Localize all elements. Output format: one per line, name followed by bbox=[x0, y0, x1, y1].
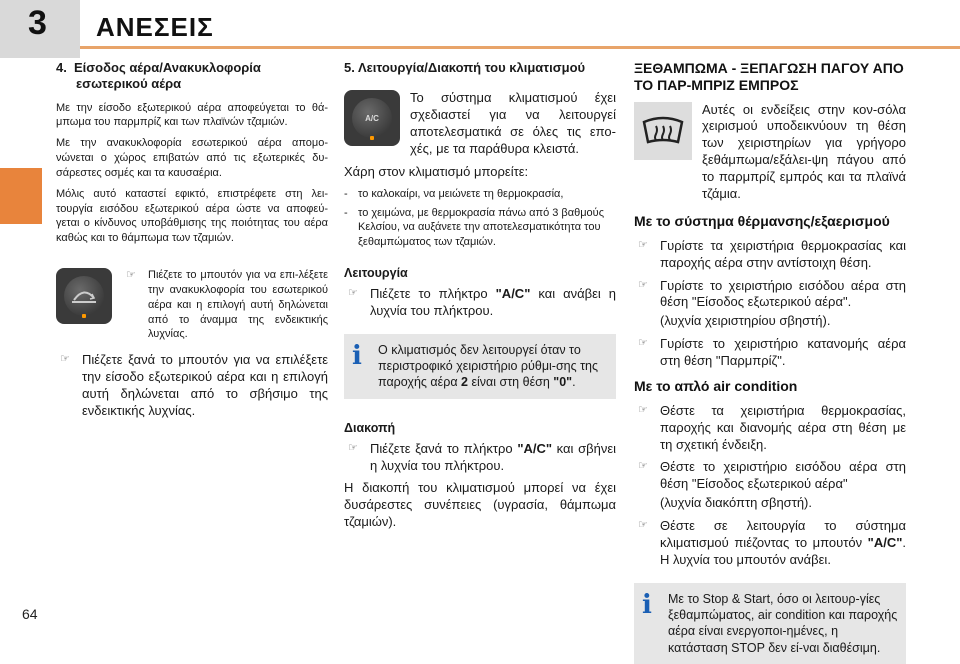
dash-item: - το χειμώνα, με θερμοκρασία πάνω από 3 βαθμούς Κελσίου, να αυξάνετε την αποτελεσματικότητα του ξεθαμπώματος των τζαμιών. bbox=[344, 206, 604, 249]
chapter-tab bbox=[0, 168, 42, 224]
pointing-hand-icon: ☞ bbox=[638, 238, 648, 251]
bullet-item: ☞ Πιέζετε ξανά το μπουτόν για να επιλέξετε την είσοδο εξωτερικού αέρα και η επιλογή αυτή δηλώνεται από το σβήσιμο της ενδεικτικής λυχνίας. bbox=[60, 352, 328, 418]
bullet-item: ☞ Γυρίστε το χειριστήριο κατανομής αέρα στη θέση "Παρμπρίζ". bbox=[638, 336, 906, 369]
chapter-number: 3 bbox=[28, 4, 47, 42]
windscreen-defrost-image bbox=[634, 102, 692, 160]
bullet-item: ☞ Θέστε το χειριστήριο εισόδου αέρα στη θέση "Είσοδος εξωτερικού αέρα" bbox=[638, 459, 906, 492]
paragraph: Αυτές οι ενδείξεις στην κον-σόλα χειρισμού υποδεικνύουν τη θέση των χειριστηρίων για γρήγορο ξεθάμπωμα/εξάλει-ψη πάγου από το παρμπρίζ εμπρός και τα πλαϊνά τζάμια. bbox=[702, 101, 906, 202]
info-icon: i bbox=[642, 589, 652, 620]
ac-button-image bbox=[344, 90, 400, 146]
pointing-hand-icon: ☞ bbox=[638, 519, 648, 532]
info-box: i Με το Stop & Start, όσο οι λειτουρ-γίες ξεθαμπώματος, air condition και παροχής αέρα είναι ενεργοποι-ημένες, η κατάσταση STOP δεν εί-ναι διαθέσιμη. bbox=[634, 583, 906, 664]
pointing-hand-icon: ☞ bbox=[638, 337, 648, 350]
paragraph: Μόλις αυτό καταστεί εφικτό, επιστρέφετε στη λει-τουργία εισόδου εξωτερικού αέρα ώστε να αποφεύ-γεται ο κίνδυνος υποβάθμισης της ποιότητας του αέρα καθώς και το θάμπωμα των τζαμιών. bbox=[56, 187, 328, 245]
section-heading: 4. Είσοδος αέρα/Ανακυκλοφορία εσωτερικού αέρα bbox=[56, 60, 261, 92]
subheading: Με το σύστημα θέρμανσης/εξαερισμού bbox=[634, 212, 890, 229]
paragraph: Η διακοπή του κλιματισμού μπορεί να έχει δυσάρεστες συνέπειες (υγρασία, θάμπωμα τζαμιών). bbox=[344, 480, 616, 530]
subheading: Με το απλό air condition bbox=[634, 377, 798, 394]
info-icon: i bbox=[352, 340, 362, 371]
paragraph: Χάρη στον κλιματισμό μπορείτε: bbox=[344, 163, 529, 179]
section-heading: 5. Λειτουργία/Διακοπή του κλιματισμού bbox=[344, 60, 586, 75]
bullet-item: ☞ Πιέζετε το πλήκτρο "A/C" και ανάβει η λυχνία του πλήκτρου. bbox=[348, 286, 616, 318]
column-demisting bbox=[634, 60, 906, 664]
bullet-item: ☞ Γυρίστε το χειριστήριο εισόδου αέρα στη θέση "Είσοδος εξωτερικού αέρα". bbox=[638, 277, 906, 310]
column-ac bbox=[344, 60, 616, 537]
bullet-item: ☞ Θέστε σε λειτουργία το σύστημα κλιματισμού πιέζοντας το μπουτόν "A/C". Η λυχνία του μπουτόν ανάβει. bbox=[638, 518, 906, 567]
pointing-hand-icon: ☞ bbox=[348, 441, 358, 454]
note: (λυχνία διακόπτη σβηστή). bbox=[660, 495, 813, 511]
recirculation-icon bbox=[56, 268, 112, 324]
note: (λυχνία χειριστηρίου σβηστή). bbox=[660, 313, 831, 329]
page-number: 64 bbox=[22, 606, 38, 622]
header-rule bbox=[80, 46, 960, 49]
pointing-hand-icon: ☞ bbox=[638, 278, 648, 291]
chapter-box bbox=[0, 0, 80, 58]
info-box: i Ο κλιματισμός δεν λειτουργεί όταν το περιστροφικό χειριστήριο ρύθμι-σης της παροχής αέρα 2 είναι στη θέση "0". bbox=[344, 334, 616, 399]
bullet-item: ☞ Θέστε τα χειριστήρια θερμοκρασίας, παροχής και διανομής αέρα στη θέση με τη σχετική ένδειξη. bbox=[638, 402, 906, 452]
page-title: ΑΝΕΣΕΙΣ bbox=[96, 12, 214, 42]
subheading: Διακοπή bbox=[344, 420, 396, 435]
pointing-hand-icon: ☞ bbox=[126, 269, 136, 282]
dash-item: - το καλοκαίρι, να μειώνετε τη θερμοκρασία, bbox=[344, 187, 564, 200]
paragraph: Το σύστημα κλιματισμού έχει σχεδιαστεί για να λειτουργεί αποτελεσματικά σε όλες τις επο-χές, με τα παράθυρα κλειστά. bbox=[410, 90, 616, 156]
recirculation-button-image bbox=[56, 268, 112, 324]
subheading: Λειτουργία bbox=[344, 266, 408, 281]
bullet-item: ☞ Πιέζετε το μπουτόν για να επι-λέξετε την ανακυκλοφορία του εσωτερικού αέρα και η επιλογή αυτή δηλώνεται από το άναμμα της ενδεικτικής λυχνίας. bbox=[126, 269, 328, 341]
paragraph: Με την είσοδο εξωτερικού αέρα αποφεύγεται το θά-μπωμα του παρμπρίζ και των πλαϊνών τζαμιών. bbox=[56, 101, 328, 129]
bullet-item: ☞ Γυρίστε τα χειριστήρια θερμοκρασίας και παροχής αέρα στην αντίστοιχη θέση. bbox=[638, 237, 906, 270]
column-air-intake bbox=[56, 60, 328, 426]
bullet-item: ☞ Πιέζετε ξανά το πλήκτρο "A/C" και σβήνει η λυχνία του πλήκτρου. bbox=[348, 440, 617, 473]
windscreen-defrost-icon bbox=[634, 102, 692, 160]
section-heading: ΞΕΘΑΜΠΩΜΑ - ΞΕΠΑΓΩΣΗ ΠΑΓΟΥ ΑΠΟ ΤΟ ΠΑΡ-ΜΠΡΙΖ ΕΜΠΡΟΣ bbox=[634, 60, 904, 93]
pointing-hand-icon: ☞ bbox=[638, 403, 648, 416]
ac-label: A/C bbox=[365, 114, 379, 124]
paragraph: Με την ανακυκλοφορία εσωτερικού αέρα απομο-νώνεται ο χώρος επιβατών από τις εξωτερικές δυ-σάρεστες οσμές και τα καυσαέρια. bbox=[56, 137, 328, 179]
pointing-hand-icon: ☞ bbox=[348, 287, 358, 300]
pointing-hand-icon: ☞ bbox=[60, 353, 70, 366]
pointing-hand-icon: ☞ bbox=[638, 460, 648, 473]
